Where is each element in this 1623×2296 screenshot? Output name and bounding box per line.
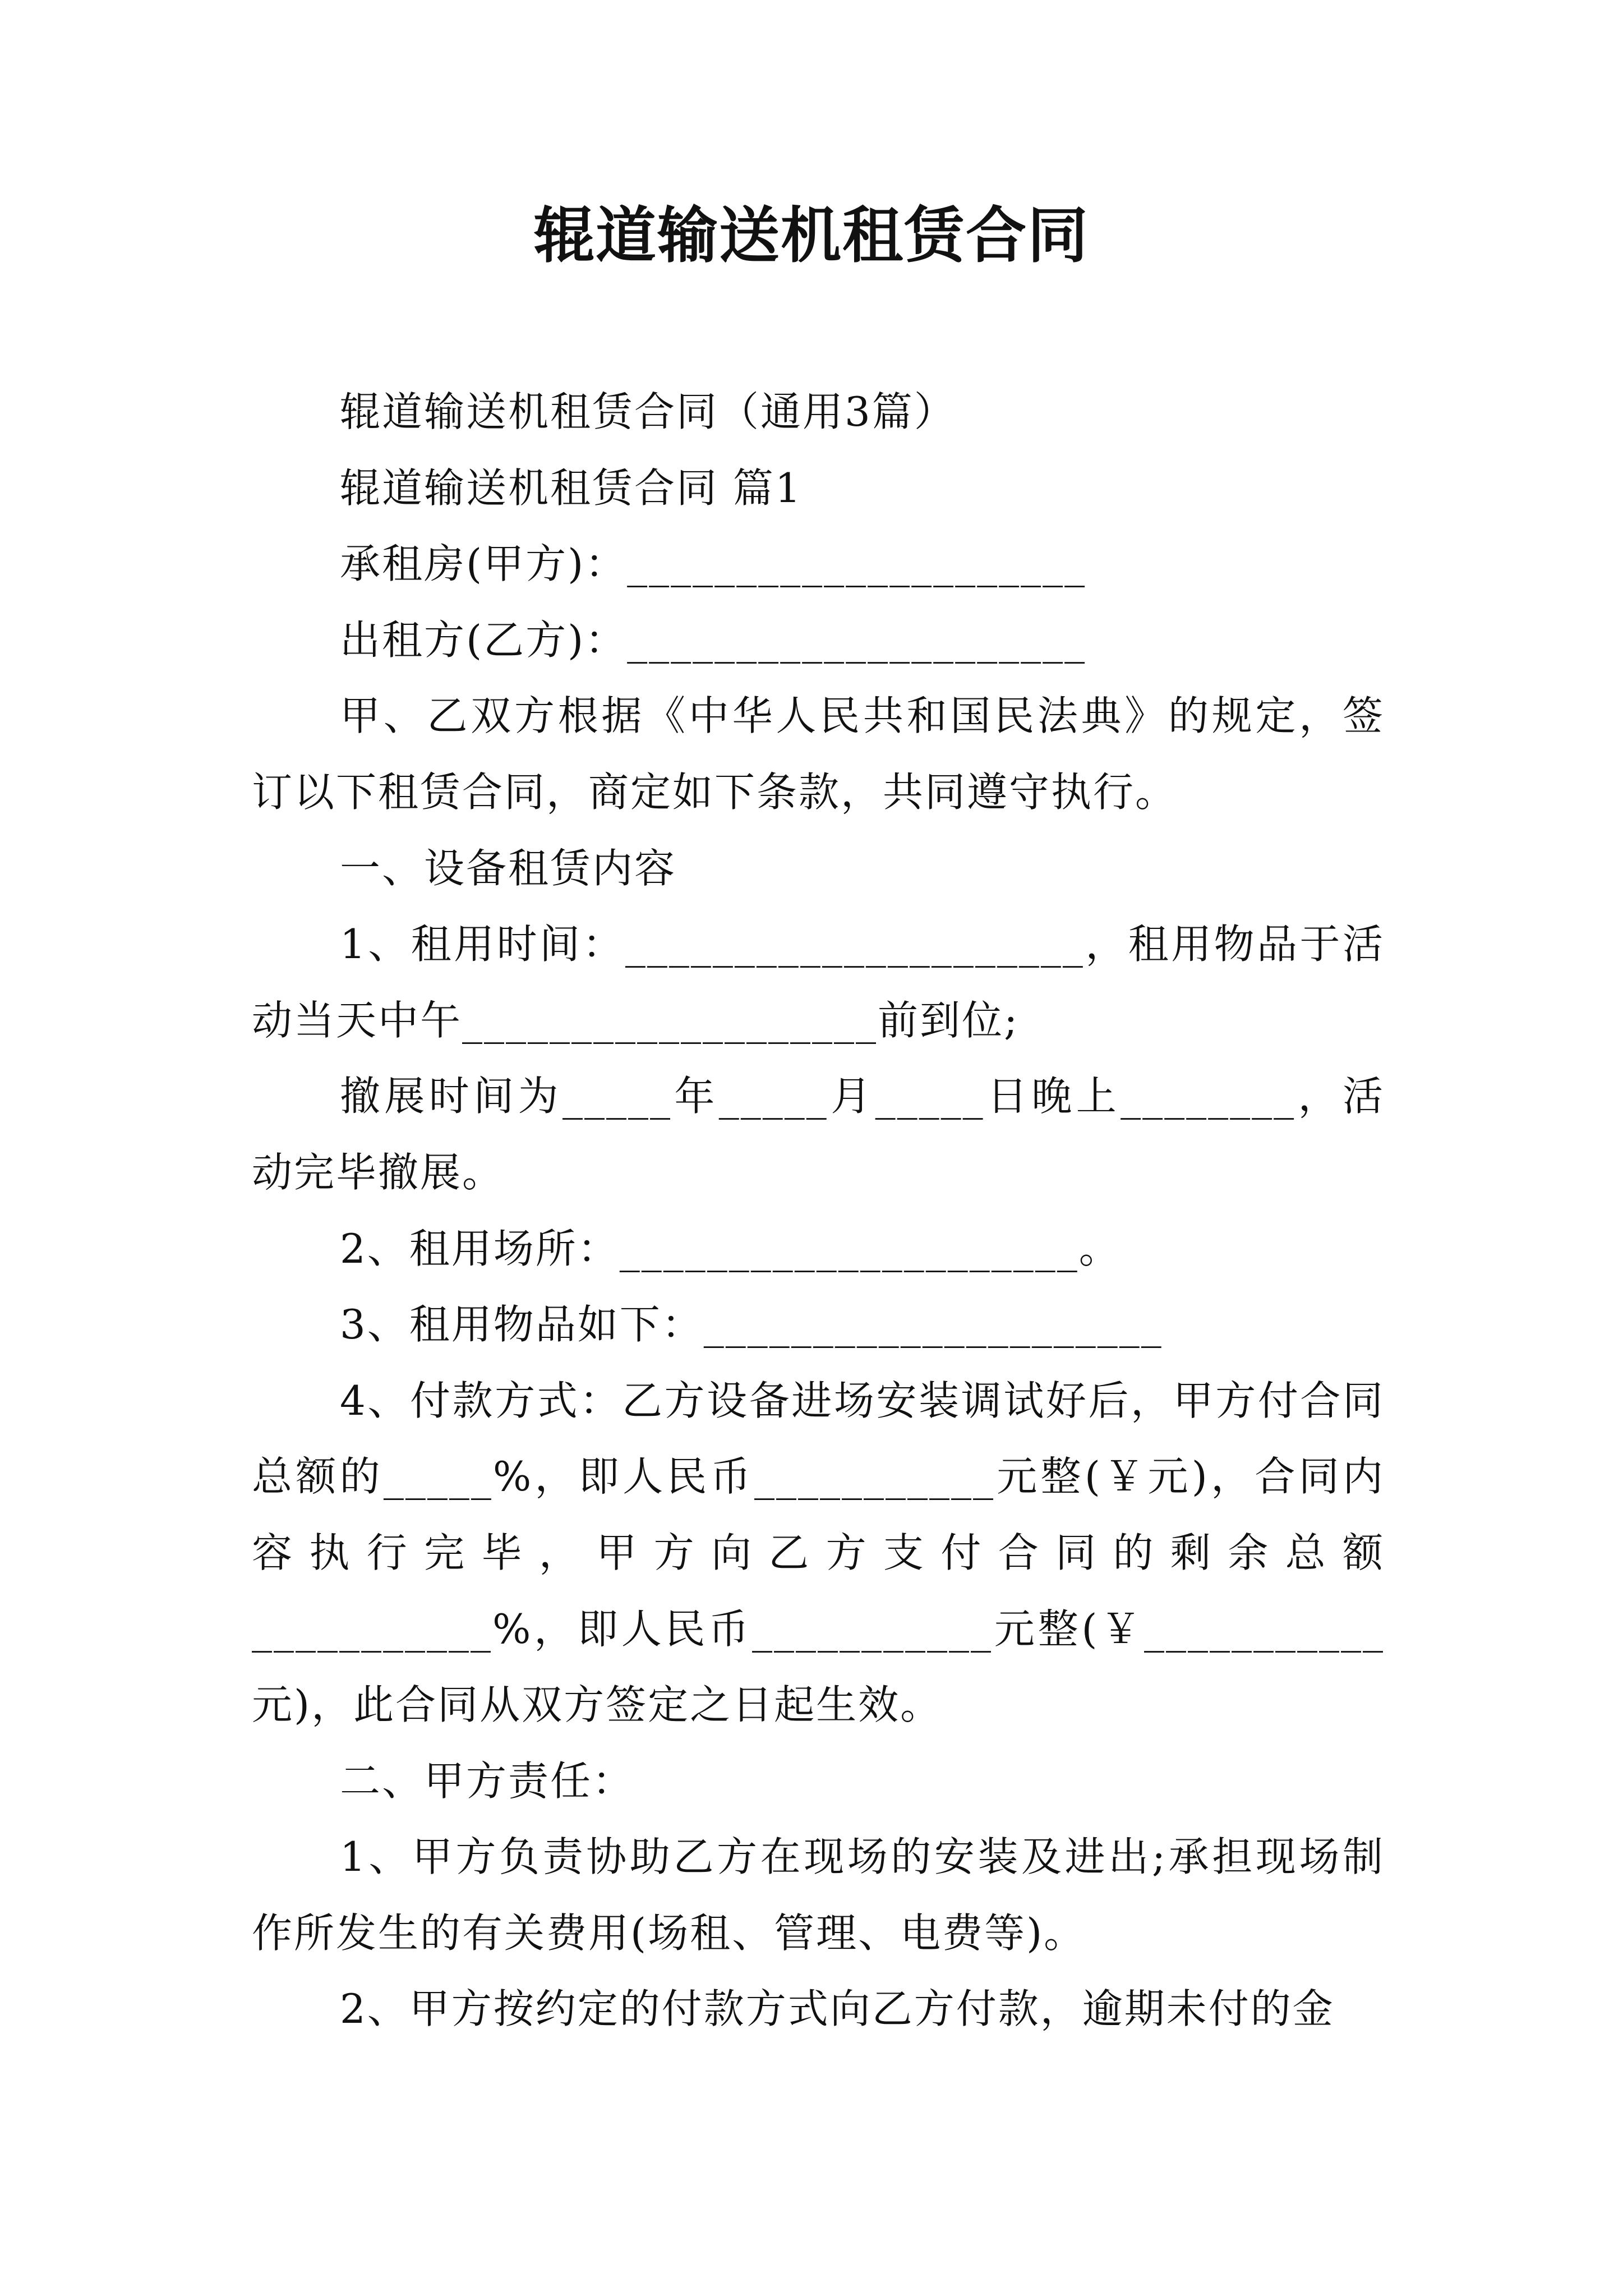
document-body (252, 374, 1385, 2047)
paragraph-preamble: 甲、乙双方根据《中华人民共和国民法典》的规定，签订以下租赁合同，商定如下条款，共同遵守执行。 (252, 692, 1385, 816)
paragraph-subtitle: 辊道输送机租赁合同（通用3篇） (340, 388, 956, 435)
paragraph-dismantle-time: 撤展时间为_____年_____月_____日晚上________，活动完毕撤展。 (252, 1073, 1385, 1196)
paragraph-section-heading: 辊道输送机租赁合同 篇1 (340, 464, 803, 512)
paragraph-party-b: 出租方(乙方)：_____________________ (340, 616, 1087, 664)
paragraph-party-a-duty-1: 1、甲方负责协助乙方在现场的安装及进出;承担现场制作所发生的有关费用(场租、管理、电费等)。 (252, 1833, 1385, 1957)
paragraph-rental-time: 1、租用时间：_____________________，租用物品于活动当天中午___________________前到位; (252, 921, 1385, 1044)
paragraph-party-a-duty-2: 2、甲方按约定的付款方式向乙方付款，逾期未付的金 (340, 1985, 1335, 2033)
document-title: 辊道输送机租赁合同 (533, 200, 1089, 271)
paragraph-payment-method: 4、付款方式：乙方设备进场安装调试好后，甲方付合同总额的_____%，即人民币___________元整(￥元)，合同内容执行完毕，甲方向乙方支付合同的剩余总额___________%，即人民币___________元整(￥___________元)，此合同从双方签定之日起生效。 (252, 1377, 1385, 1729)
paragraph-party-a: 承租房(甲方)：_____________________ (340, 540, 1087, 588)
paragraph-rental-venue: 2、租用场所：_____________________。 (340, 1225, 1121, 1272)
paragraph-heading-party-a-duties: 二、甲方责任： (340, 1757, 635, 1805)
paragraph-heading-rental-content: 一、设备租赁内容 (340, 844, 677, 892)
paragraph-rental-items: 3、租用物品如下：_____________________ (340, 1301, 1163, 1349)
